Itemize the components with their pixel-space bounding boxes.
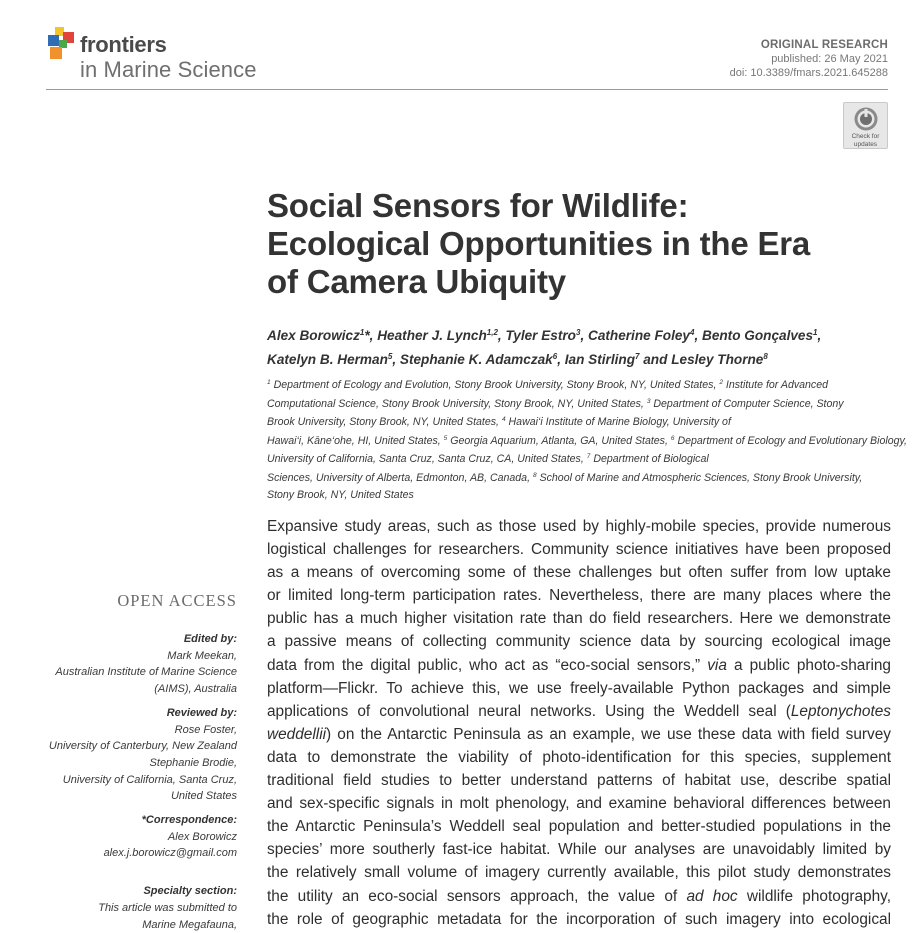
reviewer-line: Rose Foster, <box>174 723 237 736</box>
author-list <box>267 322 891 370</box>
affiliation-number: 6 <box>670 434 675 442</box>
corresponding-author-marker: * <box>364 328 370 343</box>
affiliation-number: 4 <box>501 416 506 424</box>
affiliation-text: Sciences, University of Alberta, Edmonton, AB, Canada, <box>267 471 531 484</box>
author-name[interactable]: Lesley Thorne <box>671 352 764 367</box>
check-updates-label-2: updates <box>853 141 878 148</box>
abstract-line: Expansive study areas, such as those used by highly-mobile species, provide numerous <box>267 518 891 535</box>
author-name[interactable]: Ian Stirling <box>564 352 636 367</box>
affiliation-text: School of Marine and Atmospheric Sciences, Stony Brook University, <box>539 471 863 484</box>
affiliation-number: 5 <box>443 434 448 442</box>
author-name[interactable]: Heather J. Lynch <box>377 328 487 343</box>
abstract-line: logistical challenges for researchers. Community science initiatives have been proposed <box>267 541 891 559</box>
title-line: of Camera Ubiquity <box>267 263 566 300</box>
affiliation-line <box>267 449 891 468</box>
affiliation-text: Brook University, Stony Brook, NY, United States, <box>267 416 499 429</box>
affiliation-number: 8 <box>532 471 537 479</box>
abstract-line: public has a much higher visitation rate than do field researchers. Here we demonstrate <box>267 610 891 628</box>
affiliation-text: Georgia Aquarium, Atlanta, GA, United States, <box>450 434 668 447</box>
reviewer-line: United States <box>170 790 237 803</box>
frontiers-logo-icon[interactable] <box>46 26 76 60</box>
abstract-line: a passive means of collecting community science data by sourcing ecological image <box>267 633 891 651</box>
article-meta <box>730 38 888 80</box>
editor-line: (AIMS), Australia <box>154 683 237 696</box>
abstract-line: species’ more southerly fast-ice habitat. While our analyses are unavoidably limited by <box>267 841 891 859</box>
affiliation-number: 1 <box>267 379 271 386</box>
affiliation-line <box>267 431 907 450</box>
edited-by-heading: Edited by: <box>183 633 237 645</box>
affiliation-text: Hawai‘i, Kāne‘ohe, HI, United States, <box>267 434 441 447</box>
abstract-line: data to demonstrate the viability of photo-identification for this species, supplement <box>267 748 891 766</box>
author-affiliation-marker: 6 <box>552 352 558 361</box>
author-name[interactable]: Katelyn B. Herman <box>267 352 388 367</box>
author-name[interactable]: Bento Gonçalves <box>702 328 814 343</box>
affiliation-line <box>267 412 891 431</box>
abstract-line: as a means of overcoming some of these challenges but often suffer from low uptake <box>267 564 891 582</box>
author-affiliation-marker: 4 <box>689 328 695 337</box>
author-line: Katelyn B. Herman$^5$, Stephanie K. Adamczak$^6$, Ian Stirling$^7$ and Lesley Thorne$^8$ <box>267 352 768 367</box>
author-affiliation-marker: 1 <box>359 328 365 337</box>
article-title <box>267 187 887 301</box>
journal-name: in Marine Science <box>80 57 257 82</box>
author-name[interactable]: Tyler Estro <box>505 328 576 343</box>
correspondence-heading: *Correspondence: <box>141 814 237 827</box>
reviewer-line: University of Canterbury, New Zealand <box>48 740 237 753</box>
correspondence-email-link[interactable]: alex.j.borowicz@gmail.com <box>103 847 237 860</box>
reviewer-line: Stephanie Brodie, <box>149 756 237 769</box>
open-access-label: OPEN ACCESS <box>117 591 237 610</box>
abstract-line: the relatively small volume of imagery currently available, this pilot study demonstrates <box>267 864 891 882</box>
affiliation-text: Institute for Advanced <box>725 379 828 391</box>
reviewed-by-heading: Reviewed by: <box>166 706 237 719</box>
abstract-line: weddellii) on the Antarctic Peninsula as an example, we use these data with field survey <box>267 725 891 743</box>
published-date: published: 26 May 2021 <box>771 53 888 65</box>
author-name[interactable]: Stephanie K. Adamczak <box>399 352 553 367</box>
abstract-line: the role of geographic metadata for the incorporation of such imagery into ecological <box>267 910 891 928</box>
author-name[interactable]: Catherine Foley <box>588 328 690 343</box>
affiliation-text: Department of Biological <box>593 453 709 466</box>
abstract-line: or limited long-term participation rates. Nevertheless, there are many places where the <box>267 587 891 605</box>
affiliations <box>267 375 907 503</box>
author-affiliation-marker: 1,2 <box>486 328 498 337</box>
affiliation-text: Computational Science, Stony Brook University, Stony Brook, NY, United States, <box>267 397 644 410</box>
affiliation-text: Department of Ecology and Evolutionary Biology, <box>677 434 907 447</box>
affiliation-text: Hawai‘i Institute of Marine Biology, University of <box>508 416 731 429</box>
author-affiliation-marker: 8 <box>763 352 768 361</box>
check-for-updates-button[interactable] <box>843 102 888 149</box>
editor-line: Mark Meekan, <box>167 649 237 662</box>
title-line: Social Sensors for Wildlife: <box>267 187 689 224</box>
abstract-line: the Antarctic Peninsula’s Weddell seal population and better-studied populations in the <box>267 818 891 836</box>
article-info-sidebar <box>40 590 237 933</box>
affiliation-line <box>267 394 891 413</box>
abstract <box>267 515 891 931</box>
article-type: ORIGINAL RESEARCH <box>760 39 888 51</box>
affiliation-line <box>267 487 891 504</box>
abstract-line: data from the digital public, who act as “eco-social sensors,” via a public photo-sharing <box>267 656 891 674</box>
author-name[interactable]: Alex Borowicz <box>267 328 360 343</box>
affiliation-text: University of California, Santa Cruz, Santa Cruz, CA, United States, <box>267 453 584 466</box>
author-affiliation-marker: 5 <box>387 352 393 361</box>
check-updates-icon <box>853 106 879 132</box>
editor-line: Australian Institute of Marine Science <box>55 666 237 679</box>
abstract-line: platform—Flickr. To achieve this, we use freely-available Python packages and simple <box>267 679 891 697</box>
specialty-section-heading: Specialty section: <box>143 885 237 898</box>
affiliation-number: 3 <box>646 397 651 405</box>
author-affiliation-marker: 3 <box>575 328 581 337</box>
author-line: Alex Borowicz$^1$*, Heather J. Lynch$^{1,2}$, Tyler Estro$^3$, Catherine Foley$^4$, Bento Gonçalves$^1$, <box>267 328 822 343</box>
title-line: Ecological Opportunities in the Era <box>267 225 811 262</box>
affiliation-text: Department of Computer Science, Stony <box>653 397 844 410</box>
affiliation-line <box>267 375 891 394</box>
affiliation-text: Stony Brook, NY, United States <box>267 488 414 501</box>
doi[interactable]: doi: 10.3389/fmars.2021.645288 <box>729 67 888 79</box>
abstract-line: the utility an eco-social sensors approach, the value of ad hoc wildlife photography, <box>267 887 892 905</box>
affiliation-number: 2 <box>719 379 723 386</box>
brand-name[interactable]: frontiers <box>80 32 167 57</box>
specialty-line: This article was submitted to <box>98 901 237 914</box>
reviewer-line: University of California, Santa Cruz, <box>62 773 237 786</box>
check-updates-label-1: Check for <box>851 133 880 140</box>
affiliation-number: 7 <box>586 453 591 461</box>
specialty-line: Marine Megafauna, <box>142 918 237 931</box>
correspondence-name: Alex Borowicz <box>167 830 237 843</box>
affiliation-line <box>267 468 891 487</box>
abstract-line: traditional field studies to better understand patterns of habitat use, describe spatial <box>267 772 891 790</box>
abstract-line: and sex-specific signals in molt phenology, and examine behavioral differences between <box>267 795 891 813</box>
author-affiliation-marker: 7 <box>635 352 640 361</box>
author-affiliation-marker: 1 <box>813 328 818 337</box>
header-divider <box>46 89 888 90</box>
abstract-line: applications of convolutional neural networks. Using the Weddell seal (Leptonychotes <box>267 702 891 720</box>
affiliation-text: Department of Ecology and Evolution, Stony Brook University, Stony Brook, NY, United States, <box>273 379 717 391</box>
